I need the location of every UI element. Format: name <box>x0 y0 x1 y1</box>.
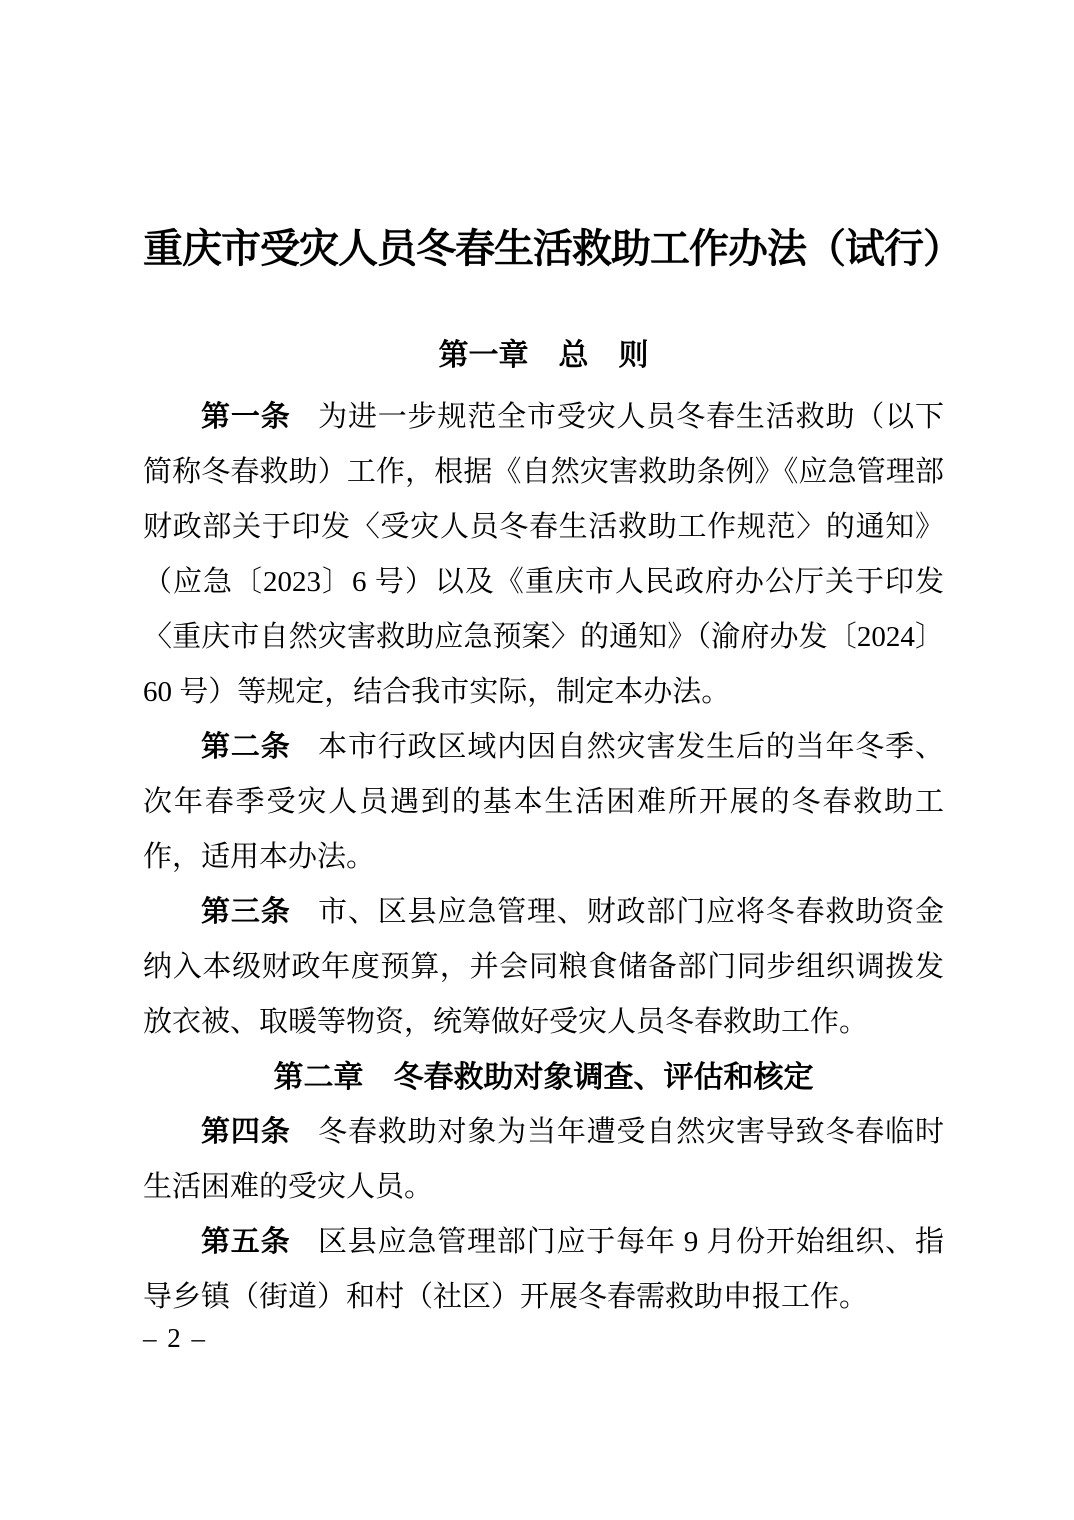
article-paragraph-2 <box>143 720 944 885</box>
article-label: 第二条 <box>201 731 291 763</box>
article-text: 区县应急管理部门应于每年 9 月份开始组织、指导乡镇（街道）和村（社区）开展冬春需救助申报工作。 <box>143 1226 944 1313</box>
article-paragraph-3 <box>143 885 944 1050</box>
chapter-2-heading: 第二章 冬春救助对象调查、评估和核定 <box>273 1061 814 1094</box>
article-text: 冬春救助对象为当年遭受自然灾害导致冬春临时生活困难的受灾人员。 <box>143 1116 944 1203</box>
article-label: 第三条 <box>201 896 291 928</box>
article-text: 市、区县应急管理、财政部门应将冬春救助资金纳入本级财政年度预算，并会同粮食储备部门同步组织调拨发放衣被、取暖等物资，统筹做好受灾人员冬春救助工作。 <box>143 896 944 1038</box>
article-paragraph-1 <box>143 390 944 720</box>
article-label: 第四条 <box>201 1116 291 1148</box>
article-label: 第五条 <box>201 1226 291 1258</box>
document-title: 重庆市受灾人员冬春生活救助工作办法（试行） <box>143 226 962 271</box>
chapter-1-heading: 第一章 总 则 <box>438 339 649 372</box>
chapter-1 <box>143 336 944 1050</box>
article-text: 本市行政区域内因自然灾害发生后的当年冬季、次年春季受灾人员遇到的基本生活困难所开展的冬春救助工作，适用本办法。 <box>143 731 944 873</box>
article-label: 第一条 <box>201 401 291 433</box>
article-paragraph-5 <box>143 1215 944 1325</box>
article-text: 为进一步规范全市受灾人员冬春生活救助（以下简称冬春救助）工作，根据《自然灾害救助条例》《应急管理部财政部关于印发〈受灾人员冬春生活救助工作规范〉的通知》（应急〔2023〕6 号）以及《重庆市人民政府办公厅关于印发〈重庆市自然灾害救助应急预案〉的通知》（渝府办发〔2024〕60 号）等规定，结合我市实际，制定本办法。 <box>143 401 944 708</box>
article-paragraph-4 <box>143 1105 944 1215</box>
chapter-2 <box>143 1050 944 1325</box>
page-number: – 2 – <box>143 1323 207 1353</box>
